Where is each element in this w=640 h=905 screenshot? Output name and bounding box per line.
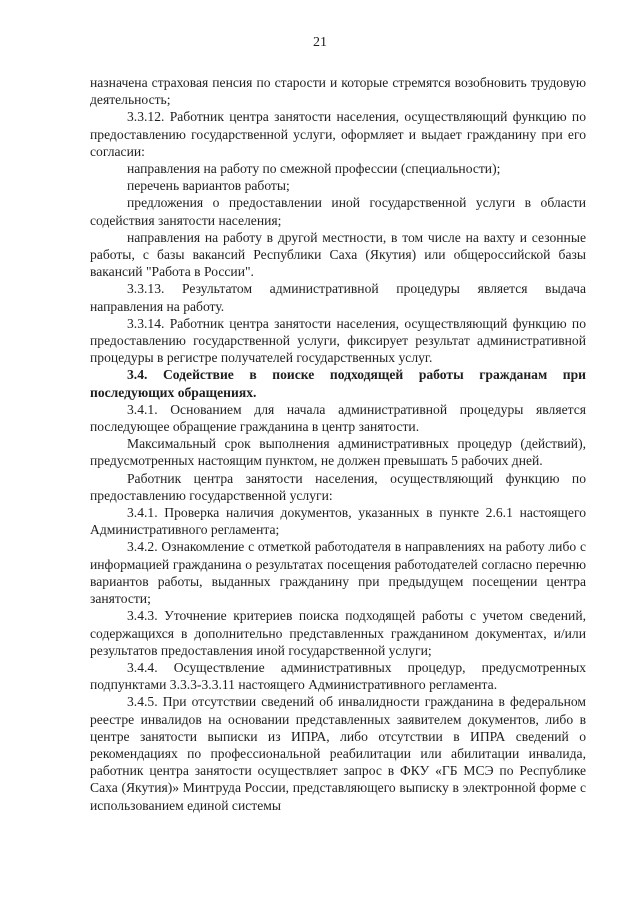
paragraph: 3.4.1. Проверка наличия документов, указанных в пункте 2.6.1 настоящего Административного регламента; [90,505,586,538]
paragraph: 3.3.14. Работник центра занятости населения, осуществляющий функцию по предоставлению государственной услуги, фиксирует результат административной процедуры в регистре получателей государственных услуг. [90,315,586,366]
paragraph: предложения о предоставлении иной государственной услуги в области содействия занятости населения; [90,195,586,228]
paragraph: 3.4.3. Уточнение критериев поиска подходящей работы с учетом сведений, содержащихся в дополнительно представленных гражданином документах, и/или результатов предоставления иной государственной услуги; [90,608,586,658]
paragraph: 3.4.5. При отсутствии сведений об инвалидности гражданина в федеральном реестре инвалидов на основании представленных заявителем документов, либо в центре занятости выписки из ИПРА, либо отсутствии в ИПРА сведений о рекомендациях по профессиональной реабилитации или абилитации инвалида, работник центра занятости осуществляет запрос в ФКУ «ГБ МСЭ по Республике Саха (Якутия)» Минтруда России, представляющего выписку в электронной форме с использованием единой системы [90,694,586,813]
paragraph: направления на работу по смежной профессии (специальности); [127,161,501,177]
paragraph: 3.4.2. Ознакомление с отметкой работодателя в направлениях на работу либо с информацией гражданина о результатах посещения работодателей согласно перечню вариантов работы, выданных гражданину при предыдущем посещении центра занятости; [90,539,586,607]
section-heading: 3.4. Содействие в поиске подходящей работы гражданам при последующих обращениях. [90,367,586,400]
paragraph: Максимальный срок выполнения административных процедур (действий), предусмотренных настоящим пунктом, не должен превышать 5 рабочих дней. [90,436,586,469]
paragraph: перечень вариантов работы; [127,178,290,194]
paragraph: направления на работу в другой местности, в том числе на вахту и сезонные работы, с базы вакансий Республики Саха (Якутия) или общероссийской базы вакансий "Работа в России". [90,229,586,280]
paragraph: 3.4.4. Осуществление административных процедур, предусмотренных подпунктами 3.3.3-3.3.11 настоящего Административного регламента. [90,659,586,693]
paragraph: Работник центра занятости населения, осуществляющий функцию по предоставлению государственной услуги: [90,470,586,503]
document-body [90,74,586,814]
paragraph: 3.3.12. Работник центра занятости населения, осуществляющий функцию по предоставлению государственной услуги, оформляет и выдает гражданину при его согласии: [90,109,586,159]
paragraph: 3.3.13. Результатом административной процедуры является выдача направления на работу. [90,281,586,314]
paragraph: назначена страховая пенсия по старости и которые стремятся возобновить трудовую деятельность; [90,75,586,108]
page-number: 21 [313,35,327,50]
paragraph: 3.4.1. Основанием для начала административной процедуры является последующее обращение гражданина в центр занятости. [90,401,586,435]
